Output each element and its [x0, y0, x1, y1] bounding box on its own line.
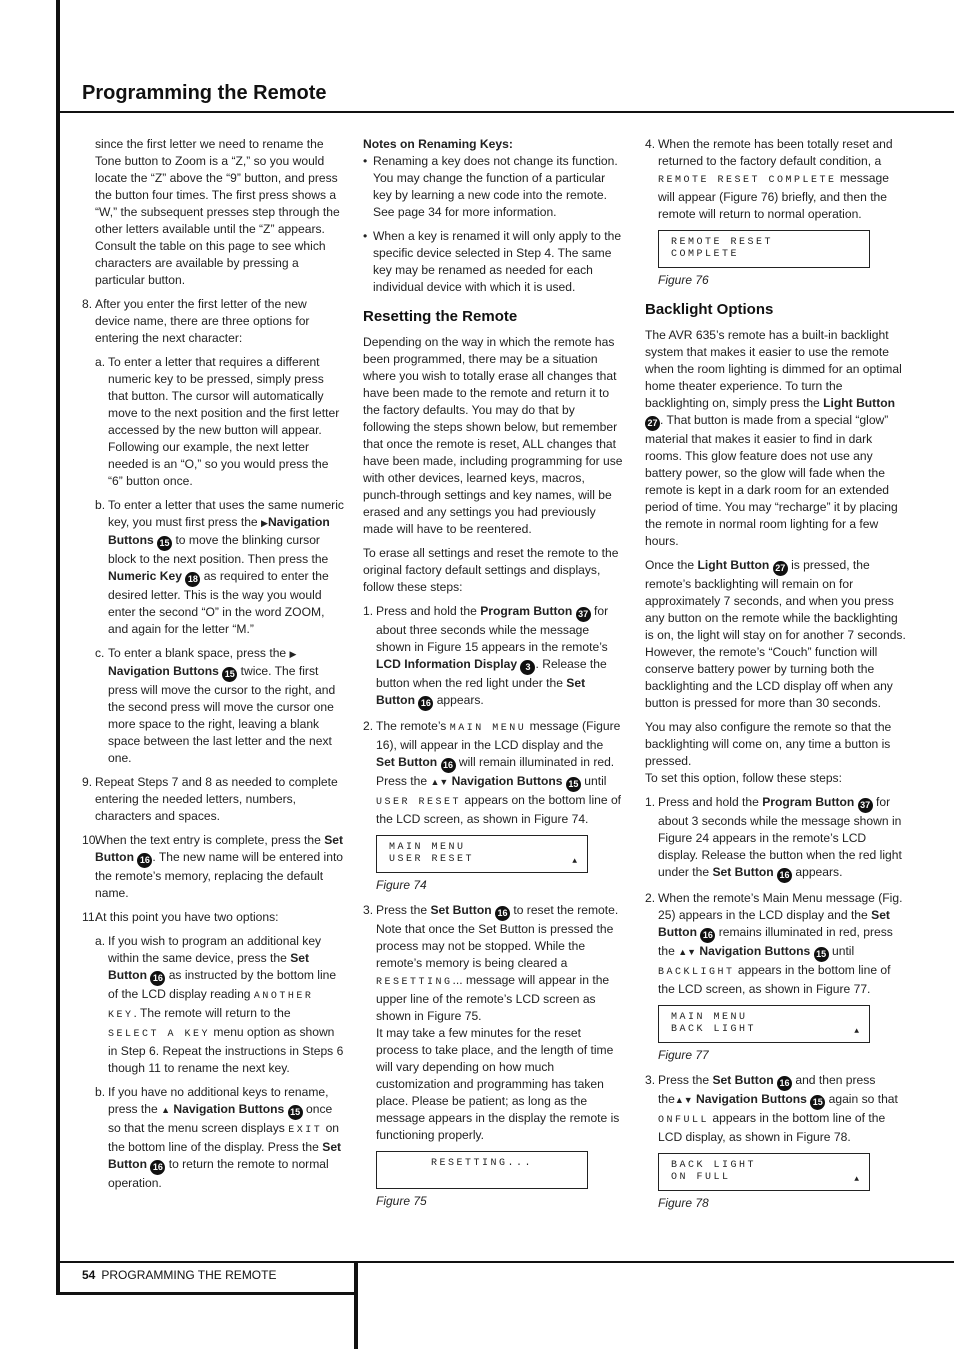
step-11: 11.At this point you have two options: — [82, 910, 279, 924]
number-badge: 16 — [777, 868, 792, 883]
section-heading-reset: Resetting the Remote — [363, 308, 518, 325]
note-item: • Renaming a key does not change its function. You may change the function of a particular key by learning a new code into the remote. See page 34 for more information. — [363, 154, 618, 219]
intro-paragraph: since the first letter we need to rename the Tone button to Zoom is a “Z,” so you would locate the “Z” above the “9” button, and press the button four times. The first press shows a “W,” the subsequent presses step through the other letters available until the “Z” appears. Consult the table on this page to see which characters are available by pressing a particular button. — [95, 137, 340, 287]
column-2 — [363, 136, 625, 1218]
left-margin-bar — [56, 0, 60, 1295]
page-title: Programming the Remote — [82, 82, 327, 104]
step-10: 10.When the text entry is complete, press the Set Button 16 . The new name will be entered into the remote’s memory, replacing the default name. — [82, 833, 344, 900]
number-badge: 15 — [288, 1105, 303, 1120]
number-badge: 37 — [858, 798, 873, 813]
up-down-arrow-icon: ▲▼ — [674, 1095, 693, 1105]
figure-caption: Figure 75 — [376, 1194, 427, 1208]
number-badge: 15 — [222, 667, 237, 682]
step-8a: a. To enter a letter that requires a different numeric key to be pressed, simply press that button. The cursor will automatically move to the next position and the first letter accessed by the new button will appear. Following our example, the next letter needed is an “O,” so you would press the “6” button once. — [95, 355, 340, 488]
number-badge: 18 — [185, 572, 200, 587]
step-11b: b. If you have no additional keys to rename, press the ▲ Navigation Buttons 15 once so that the menu screen displays EXIT on the bottom line of the display. Press the Set Button 16 to return the remote to normal operation. — [95, 1085, 342, 1190]
up-down-arrow-icon: ▲▼ — [430, 777, 449, 787]
step-11a: a. If you wish to program an additional key within the same device, press the Set Button 16 as instructed by the bottom line of the LCD display reading ANOTHER KEY. The remote will return to the SELECT A KEY menu option as shown in Step 6. Repeat the instructions in Steps 6 though 11 to rename the next key. — [95, 934, 344, 1075]
backlight-paragraph: Once the Light Button 27 is pressed, the remote’s backlighting will remain on for approximately 7 seconds, and when you press any button on the remote while the backlighting is on, the light will stay on for another 7 seconds. However, the remote’s “Couch” function will conserve battery power by turning both the backlighting and the LCD display off when any button is pressed for more than 30 seconds. — [645, 558, 906, 710]
figure-caption: Figure 78 — [658, 1196, 709, 1210]
reset-step-1: 1. Press and hold the Program Button 37 for about three seconds while the message shown in Figure 15 appears in the remote’s LCD Information Display 3 . Release the button when the red light under the Set Button 16 appears. — [363, 603, 625, 711]
number-badge: 15 — [814, 947, 829, 962]
backlight-step-3: 3. Press the Set Button 16 and then press the▲▼ Navigation Buttons 15 again so that ONFULL appears in the bottom line of the LCD display, as shown in Figure 78. — [645, 1073, 898, 1144]
number-badge: 15 — [566, 777, 581, 792]
column-1 — [82, 136, 344, 1199]
up-arrow-icon: ▲ — [161, 1105, 171, 1115]
note-item: • When a key is renamed it will only apply to the specific device selected in Step 4. The same key may be renamed as needed for each individual device with which it is used. — [363, 229, 622, 294]
footer-rule — [56, 1261, 954, 1263]
step-9: 9. Repeat Steps 7 and 8 as needed to complete entering the needed letters, numbers, characters and spaces. — [82, 775, 338, 823]
number-badge: 16 — [150, 971, 165, 986]
lcd-figure-76: REMOTE RESET COMPLETE — [658, 230, 870, 268]
section-heading-backlight: Backlight Options — [645, 301, 774, 318]
number-badge: 16 — [150, 1160, 165, 1175]
reset-paragraph: Depending on the way in which the remote has been programmed, there may be a situation where you wish to totally erase all changes that have been made to the remote and return it to the factory defaults. You may do that by following the steps shown below, but remember that once the remote is reset, ALL changes that have been made, including programming for use with other devices, learned keys, macros, punch-through settings and key names, will be erased and any settings you had previously made will have to be reentered. — [363, 335, 623, 536]
number-badge: 16 — [777, 1076, 792, 1091]
footer-divider-bar — [354, 1262, 358, 1349]
lcd-figure-75: RESETTING... — [376, 1151, 588, 1189]
footer-underline — [56, 1292, 358, 1295]
lcd-figure-74: MAIN MENU USER RESET ▲ — [376, 835, 588, 873]
figure-caption: Figure 77 — [658, 1048, 709, 1062]
backlight-step-2: 2. When the remote’s Main Menu message (Fig. 25) appears in the LCD display and the Set Button 16 remains illuminated in red, press the ▲▼ Navigation Buttons 15 until BACKLIGHT appears in the bottom line of the LCD screen, as shown in Figure 77. — [645, 891, 903, 996]
figure-caption: Figure 74 — [376, 878, 427, 892]
number-badge: 37 — [576, 607, 591, 622]
page-footer — [82, 1268, 276, 1282]
up-arrow-icon: ▲ — [854, 1175, 859, 1184]
lcd-figure-78: BACK LIGHT ON FULL ▲ — [658, 1153, 870, 1191]
right-arrow-icon: ▶ — [261, 518, 268, 528]
number-badge: 16 — [495, 906, 510, 921]
page-number: 54 — [82, 1268, 96, 1282]
lcd-figure-77: MAIN MENU BACK LIGHT ▲ — [658, 1005, 870, 1043]
step-8: 8. After you enter the first letter of the new device name, there are three options for entering the next character: — [82, 297, 310, 345]
number-badge: 16 — [441, 758, 456, 773]
header-rule — [56, 111, 954, 113]
step-8c: c. To enter a blank space, press the ▶ Navigation Buttons 15 twice. The first press will move the cursor to the right, and the second press will move the cursor one more space to the right, leaving a blank space between the last letter and the next one. — [95, 646, 336, 765]
reset-step-4: 4. When the remote has been totally reset and returned to the factory default condition, a REMOTE RESET COMPLETE message will appear (Figure 76) briefly, and then the remote will return to normal operation. — [645, 137, 893, 221]
backlight-paragraph: You may also configure the remote so that the backlighting will come on, any time a button is pressed. — [645, 720, 892, 768]
figure-caption: Figure 76 — [658, 273, 709, 287]
number-badge: 27 — [645, 416, 660, 431]
reset-paragraph: To erase all settings and reset the remote to the original factory default settings and displays, follow these steps: — [363, 546, 619, 594]
backlight-step-1: 1. Press and hold the Program Button 37 for about 3 seconds while the message shown in Figure 24 appears in the remote’s LCD display. Release the button when the red light under the Set Button 16 appears. — [645, 794, 907, 883]
step-8b: b. To enter a letter that uses the same numeric key, you must first press the ▶Navigation Buttons 15 to move the blinking cursor block to the next position. Then press the Numeric Key 18 as required to enter the desired letter. This is the way you would enter the second “O” in the word ZOOM, and again for the letter “M.” — [95, 498, 344, 636]
up-arrow-icon: ▲ — [572, 857, 577, 866]
up-down-arrow-icon: ▲▼ — [678, 947, 697, 957]
number-badge: 16 — [700, 928, 715, 943]
number-badge: 15 — [157, 536, 172, 551]
notes-heading: Notes on Renaming Keys: — [363, 137, 513, 151]
footer-section: PROGRAMMING THE REMOTE — [101, 1268, 277, 1282]
number-badge: 3 — [520, 660, 535, 675]
number-badge: 16 — [418, 696, 433, 711]
right-arrow-icon: ▶ — [289, 649, 297, 659]
column-3 — [645, 136, 907, 1220]
up-arrow-icon: ▲ — [854, 1027, 859, 1036]
backlight-paragraph: To set this option, follow these steps: — [645, 771, 842, 785]
number-badge: 27 — [773, 561, 788, 576]
reset-step-2: 2. The remote’s MAIN MENU message (Figure 16), will appear in the LCD display and the Set Button 16 will remain illuminated in red. Press the ▲▼ Navigation Buttons 15 until USER RESET appears on the bottom line of the LCD screen, as shown in Figure 74. — [363, 719, 622, 826]
number-badge: 16 — [137, 853, 152, 868]
number-badge: 15 — [810, 1095, 825, 1110]
reset-step-3: 3. Press the Set Button 16 to reset the remote. Note that once the Set Button is pressed the process may not be stopped. While the remote’s memory is being cleared a RESETTING... message will appear in the upper line of the remote’s LCD screen as shown in Figure 75. It may take a few minutes for the reset process to take place, and the length of time will vary depending on how much customization and programming has taken place. Please be patient; as long as the message appears in the display the remote is functioning properly. — [363, 903, 620, 1142]
backlight-paragraph: The AVR 635’s remote has a built-in backlight system that makes it easier to use the remote when the room lighting is dimmed for an optimal home theater experience. To turn the backlighting on, simply press the Light Button 27 . That button is made from a special “glow” material that makes it easier to find in dark rooms. This glow feature does not use any battery power, so the glow will fade when the remote is kept in a dark room for an extended period of time. You may “recharge” it by placing the remote in normal room lighting for a few hours. — [645, 328, 902, 548]
